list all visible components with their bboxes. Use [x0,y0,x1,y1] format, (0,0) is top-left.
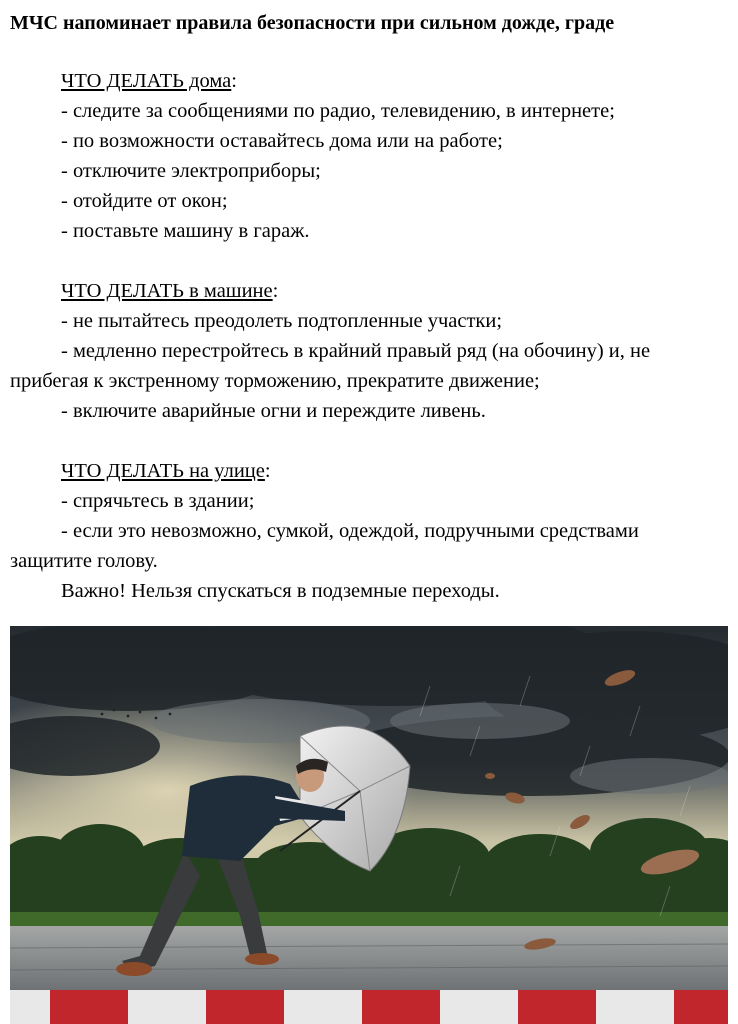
section-heading-street-label: ЧТО ДЕЛАТЬ на улице [61,460,265,482]
curb [10,990,728,1024]
storm-illustration [10,626,728,1024]
list-item: - если это невозможно, сумкой, одеждой, подручными средствами [61,520,639,542]
list-item: - спрячьтесь в здании; [61,490,255,512]
section-heading-home-label: ЧТО ДЕЛАТЬ дома [61,70,232,92]
section-heading-car-label: ЧТО ДЕЛАТЬ в машине [61,280,273,302]
section-heading-street-colon: : [264,460,271,482]
section-heading-car-colon: : [272,280,279,302]
section-heading-home [61,68,237,94]
list-item: - включите аварийные огни и переждите ливень. [61,400,486,422]
list-item: - отключите электроприборы; [61,160,321,182]
list-item: - следите за сообщениями по радио, телевидению, в интернете; [61,100,615,122]
important-note: Важно! Нельзя спускаться в подземные переходы. [61,580,500,602]
section-heading-street [61,458,271,484]
pavement [10,926,728,990]
section-heading-home-colon: : [231,70,237,92]
list-item: - по возможности оставайтесь дома или на работе; [61,130,503,152]
list-item: - не пытайтесь преодолеть подтопленные участки; [61,310,503,332]
list-item: - отойдите от окон; [61,190,228,212]
list-item: - медленно перестройтесь в крайний правый ряд (на обочину) и, не [61,340,651,362]
list-item-continuation: прибегая к экстренному торможению, прекратите движение; [10,370,540,392]
section-heading-car [61,278,278,304]
list-item-continuation: защитите голову. [10,550,158,572]
page-title: МЧС напоминает правила безопасности при сильном дожде, граде [10,12,615,34]
list-item: - поставьте машину в гараж. [61,220,310,242]
